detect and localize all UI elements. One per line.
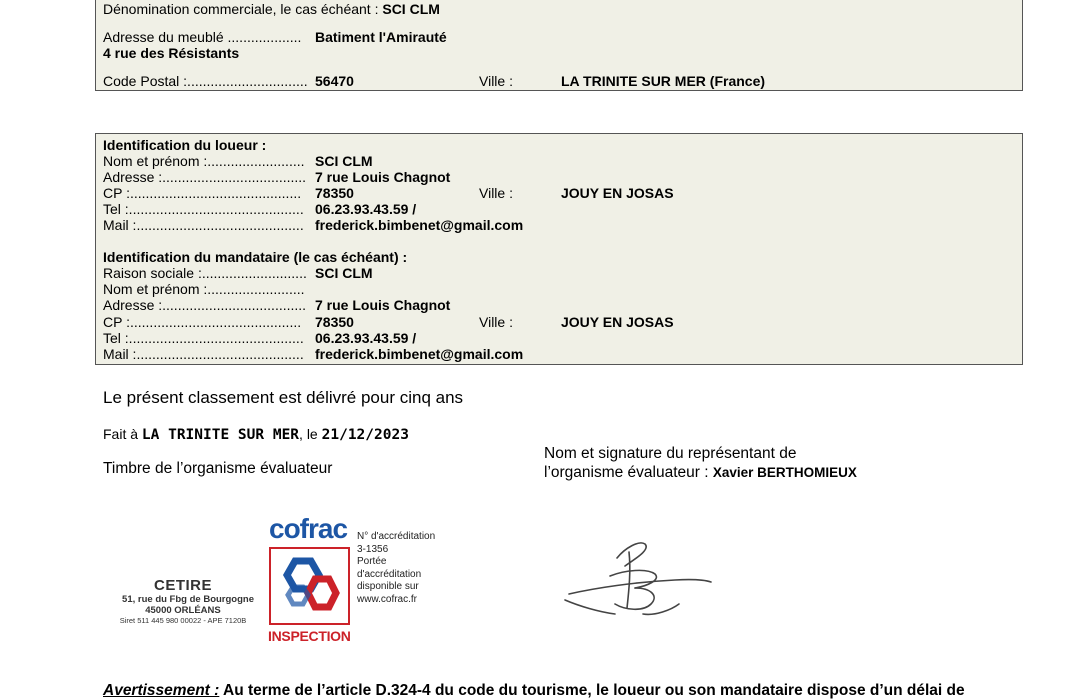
adresse-value: Batiment l'Amirauté — [315, 29, 447, 45]
signature-line2-prefix: l’organisme évaluateur : — [544, 464, 713, 481]
mandataire-mail-value: frederick.bimbenet@gmail.com — [315, 346, 524, 362]
representative-name: Xavier BERTHOMIEUX — [712, 465, 857, 480]
loueur-cp-value: 78350 — [315, 185, 354, 201]
cofrac-inspection: INSPECTION — [268, 628, 351, 644]
adresse-line2: 4 rue des Résistants — [103, 45, 240, 61]
stamp-siret: Siret 511 445 980 00022 - APE 7120B — [119, 616, 247, 625]
signature-line1: Nom et signature du représentant de — [544, 445, 797, 462]
cp-label: Code Postal :............................... — [103, 73, 308, 89]
mandataire-tel-label: Tel :............................................. — [103, 330, 304, 346]
cofrac-brand: cofrac — [269, 513, 348, 544]
loueur-adresse-value: 7 rue Louis Chagnot — [315, 169, 451, 185]
classement-text: Le présent classement est délivré pour cinq ans — [103, 388, 464, 407]
signature-caption — [544, 444, 857, 482]
ville-value: LA TRINITE SUR MER (France) — [561, 73, 766, 89]
loueur-heading: Identification du loueur : — [103, 137, 267, 153]
denomination-value: SCI CLM — [382, 1, 440, 17]
stamp-city: 45000 ORLÉANS — [145, 605, 221, 616]
loueur-nom-value: SCI CLM — [315, 153, 373, 169]
cofrac-hexagon-icon — [271, 549, 348, 623]
loueur-tel-label: Tel :............................................. — [103, 201, 304, 217]
stamp-address: 51, rue du Fbg de Bourgogne — [122, 594, 254, 605]
cofrac-logo — [268, 514, 354, 648]
loueur-adresse-label: Adresse :..................................... — [103, 169, 307, 185]
mandataire-ville-value: JOUY EN JOSAS — [561, 314, 674, 330]
fait-lieu: LA TRINITE SUR MER — [141, 427, 300, 443]
cofrac-info-line: disponible sur — [357, 581, 419, 592]
denomination-label: Dénomination commerciale, le cas échéant : — [103, 1, 383, 17]
mandataire-mail-label: Mail :........................................... — [103, 346, 304, 362]
loueur-nom-label: Nom et prénom :......................... — [103, 153, 305, 169]
loueur-tel-value: 06.23.93.43.59 / — [315, 201, 417, 217]
ville-label: Ville : — [479, 73, 513, 89]
cofrac-info-line: www.cofrac.fr — [357, 593, 418, 605]
fait-line — [103, 426, 409, 443]
mandataire-nom-label: Nom et prénom :......................... — [103, 281, 305, 297]
loueur-cp-label: CP :............................................ — [103, 185, 302, 201]
cofrac-info-line: Portée — [357, 556, 387, 567]
mandataire-cp-value: 78350 — [315, 314, 354, 330]
avertissement — [103, 682, 965, 700]
fait-date: 21/12/2023 — [321, 427, 409, 443]
loueur-ville-label: Ville : — [479, 185, 513, 201]
meuble-info-box — [95, 0, 1023, 91]
cofrac-frame — [269, 547, 350, 625]
denomination-row — [96, 1, 440, 17]
mandataire-raison-value: SCI CLM — [315, 265, 373, 281]
stamp-name: CETIRE — [153, 577, 212, 594]
mandataire-adresse-value: 7 rue Louis Chagnot — [315, 297, 451, 313]
cofrac-info-line: d'accréditation — [357, 568, 422, 580]
mandataire-raison-label: Raison sociale :........................... — [103, 265, 307, 281]
mandataire-ville-label: Ville : — [479, 314, 513, 330]
cofrac-info-line: 3-1356 — [357, 543, 389, 555]
handwritten-signature — [555, 530, 725, 640]
mandataire-tel-value: 06.23.93.43.59 / — [315, 330, 417, 346]
fait-prefix: Fait à — [103, 426, 142, 442]
avertissement-label: Avertissement : — [103, 682, 220, 699]
loueur-mandataire-box — [95, 133, 1023, 365]
adresse-label: Adresse du meublé ................... — [103, 29, 302, 45]
fait-middle: , le — [299, 426, 322, 442]
cetire-stamp — [108, 577, 258, 626]
mandataire-cp-label: CP :............................................ — [103, 314, 302, 330]
timbre-label: Timbre de l’organisme évaluateur — [103, 460, 333, 477]
loueur-ville-value: JOUY EN JOSAS — [561, 185, 674, 201]
loueur-mail-value: frederick.bimbenet@gmail.com — [315, 217, 524, 233]
cofrac-info-line: N° d'accréditation — [357, 531, 436, 542]
mandataire-adresse-label: Adresse :..................................... — [103, 297, 307, 313]
cofrac-accreditation-info — [357, 531, 435, 606]
cp-value: 56470 — [315, 73, 354, 89]
loueur-mail-label: Mail :........................................... — [103, 217, 304, 233]
avertissement-text: Au terme de l’article D.324-4 du code du tourisme, le loueur ou son mandataire dispose d’un délai de — [219, 682, 965, 699]
mandataire-heading: Identification du mandataire (le cas échéant) : — [103, 249, 408, 265]
